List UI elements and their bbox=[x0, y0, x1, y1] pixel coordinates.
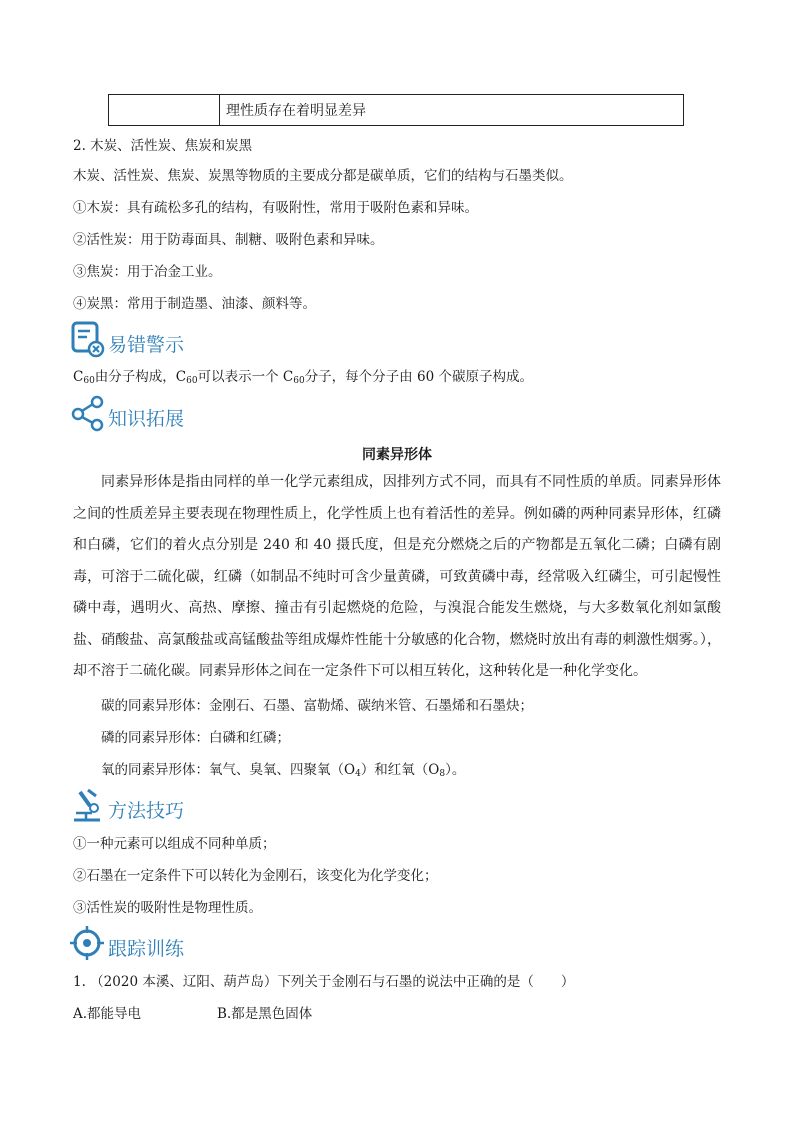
share-nodes-icon bbox=[70, 394, 106, 432]
section-title-extension: 知识拓展 bbox=[108, 408, 185, 430]
section-extension-header bbox=[70, 392, 184, 432]
error-note-icon bbox=[70, 320, 106, 358]
phosphorus-allotropes: 磷的同素异形体：白磷和红磷； bbox=[101, 730, 290, 746]
section-practice-header bbox=[70, 922, 184, 962]
section-title-method: 方法技巧 bbox=[108, 800, 185, 822]
table-cell-text: 理性质存在着明显差异 bbox=[226, 103, 366, 119]
warning-text: $C_{60}$由分子构成，$C_{60}$可以表示一个 $C_{60}$分子，每个分子由 60 个碳原子构成。 bbox=[73, 369, 533, 386]
section-title-practice: 跟踪训练 bbox=[108, 938, 185, 960]
method-item: ②石墨在一定条件下可以转化为金刚石，该变化为化学变化； bbox=[73, 868, 438, 884]
carbon-allotropes: 碳的同素异形体：金刚石、石墨、富勒烯、碳纳米管、石墨烯和石墨炔； bbox=[101, 698, 533, 714]
method-item: ③活性炭的吸附性是物理性质。 bbox=[73, 900, 262, 916]
item2-heading: 2. 木炭、活性炭、焦炭和炭黑 bbox=[73, 138, 253, 154]
option-b: B.都是黑色固体 bbox=[217, 1006, 313, 1022]
practice-question: 1. （2020 本溪、辽阳、葫芦岛）下列关于金刚石与石墨的说法中正确的是（ ） bbox=[73, 974, 575, 990]
section-method-header bbox=[70, 784, 184, 824]
table-cell-empty bbox=[109, 95, 220, 125]
item2-list-item: ①木炭：具有疏松多孔的结构，有吸附性，常用于吸附色素和异味。 bbox=[73, 200, 478, 216]
item2-list-item: ④炭黑：常用于制造墨、油漆、颜料等。 bbox=[73, 296, 316, 312]
item2-list-item: ②活性炭：用于防毒面具、制糖、吸附色素和异味。 bbox=[73, 232, 384, 248]
section-title-warning: 易错警示 bbox=[108, 334, 185, 356]
oxygen-allotropes: 氧的同素异形体：氧气、臭氧、四聚氧$(O_4)$和红氧$(O_8)$。 bbox=[101, 762, 466, 779]
item2-intro: 木炭、活性炭、焦炭、炭黑等物质的主要成分都是碳单质，它们的结构与石墨类似。 bbox=[73, 168, 573, 184]
option-a: A.都能导电 bbox=[73, 1006, 142, 1022]
method-item: ①一种元素可以组成不同种单质； bbox=[73, 836, 276, 852]
item2-list-item: ③焦炭：用于冶金工业。 bbox=[73, 264, 222, 280]
extension-paragraph: 同素异形体是指由同样的单一化学元素组成，因排列方式不同，而具有不同性质的单质。同素异形体之间的性质差异主要表现在物理性质上，化学性质上也有着活性的差异。例如磷的两种同素异形体，红磷和白磷，它们的着火点分别是 240 和 40 摄氏度，但是充分燃烧之后的产物都是五氧化二磷；白磷有剧毒，可溶于二硫化碳，红磷（如制品不纯时可含少量黄磷，可致黄磷中毒，经常吸入红磷尘，可引起慢性磷中毒，遇明火、高热、摩擦、撞击有引起燃烧的危险，与溴混合能发生燃烧，与大多数氧化剂如氯酸盐、硝酸盐、高氯酸盐或高锰酸盐等组成爆炸性能十分敏感的化合物，燃烧时放出有毒的刺激性烟雾。），却不溶于二硫化碳。同素异形体之间在一定条件下可以相互转化，这种转化是一种化学变化。 bbox=[73, 474, 721, 679]
section-warning-header bbox=[70, 318, 184, 358]
table-fragment bbox=[108, 94, 684, 126]
microscope-icon bbox=[70, 786, 106, 824]
target-icon bbox=[70, 924, 106, 962]
extension-subtitle: 同素异形体 bbox=[362, 447, 432, 463]
